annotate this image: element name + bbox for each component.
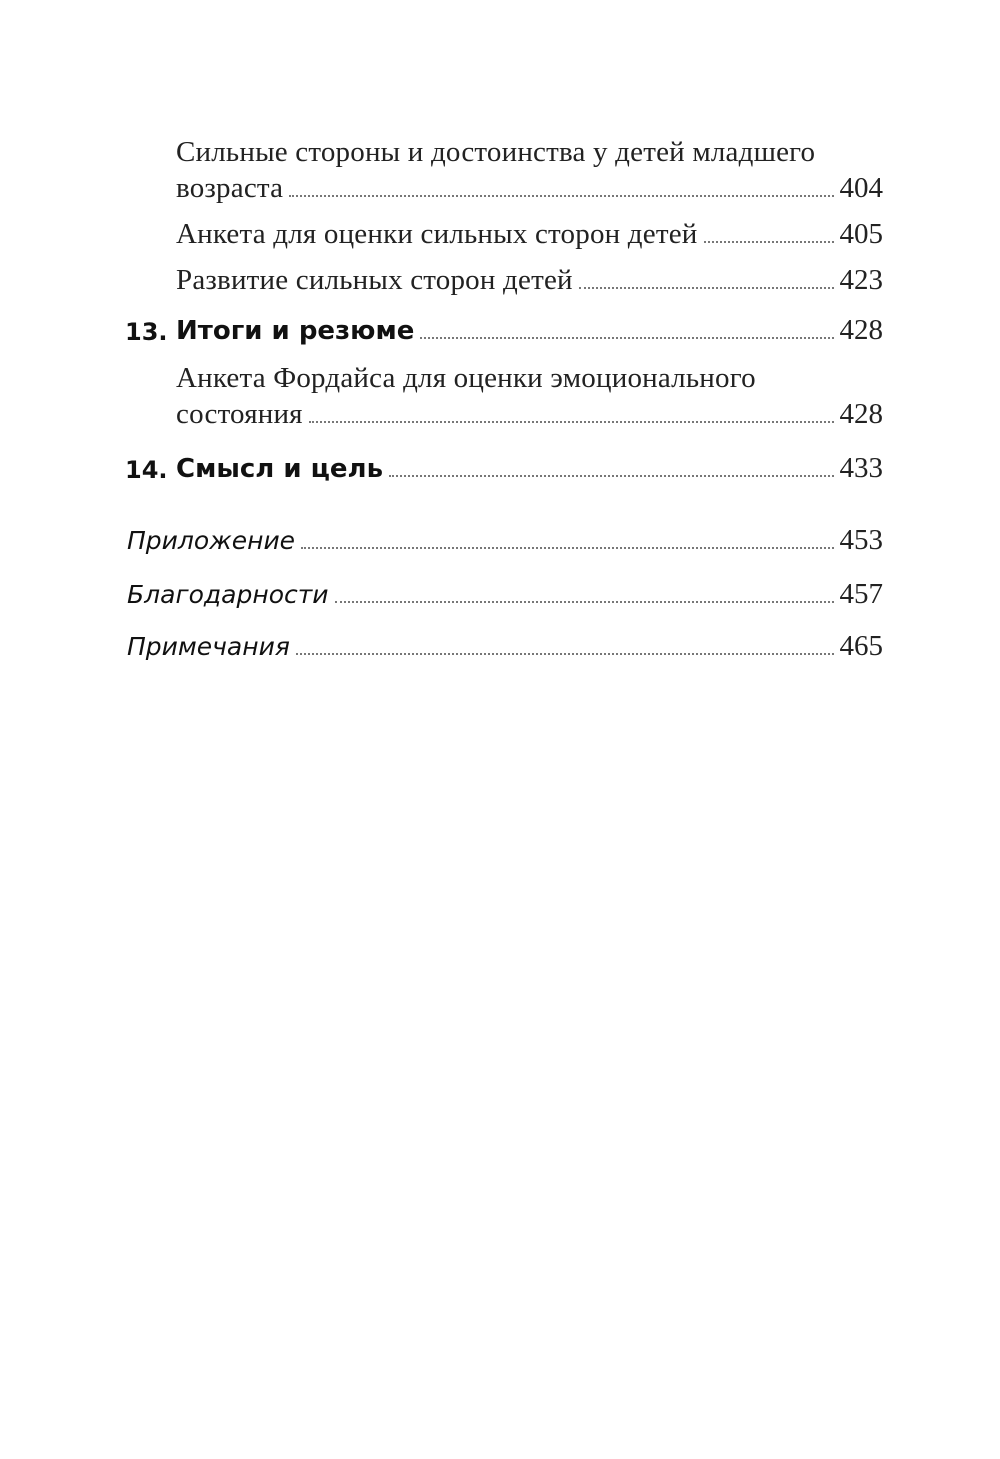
toc-backmatter-row	[127, 578, 883, 611]
toc-backmatter-row	[127, 630, 883, 663]
toc-backmatter-title: Приложение	[127, 526, 296, 555]
toc-entry-title-line2: состояния	[176, 398, 303, 430]
toc-backmatter-title: Благодарности	[127, 580, 329, 609]
toc-backmatter-row	[127, 524, 883, 557]
toc-chapter-title: Итоги и резюме	[176, 316, 415, 346]
toc-page-number: 428	[839, 398, 883, 430]
toc-entry-title-line1: Сильные стороны и достоинства у детей младшего	[176, 136, 816, 168]
toc-page-number: 453	[839, 524, 883, 556]
toc-entry-row	[176, 264, 883, 297]
toc-entry-row	[176, 398, 883, 431]
dot-leader	[335, 601, 834, 603]
toc-backmatter-title: Примечания	[127, 632, 290, 661]
dot-leader	[289, 195, 833, 197]
toc-entry-title-line2: возраста	[176, 172, 284, 204]
toc-chapter-row	[176, 452, 883, 485]
toc-page-number: 428	[839, 314, 883, 346]
toc-page-number: 423	[839, 264, 883, 296]
dot-leader	[296, 653, 834, 655]
toc-chapter-number: 13.	[125, 318, 168, 346]
toc-page-number: 404	[839, 172, 883, 204]
dot-leader	[309, 421, 834, 423]
dot-leader	[579, 287, 834, 289]
toc-chapter-number: 14.	[125, 456, 168, 484]
toc-page-number: 405	[839, 218, 883, 250]
dot-leader	[420, 337, 833, 339]
toc-entry-title: Анкета для оценки сильных сторон детей	[176, 218, 698, 250]
toc-entry-title: Развитие сильных сторон детей	[176, 264, 573, 296]
dot-leader	[301, 547, 833, 549]
toc-entry-title-line1: Анкета Фордайса для оценки эмоционального	[176, 362, 756, 394]
toc-chapter-title: Смысл и цель	[176, 454, 384, 484]
dot-leader	[704, 241, 834, 243]
toc-chapter-row	[176, 314, 883, 347]
toc-page-number: 433	[839, 452, 883, 484]
toc-entry-row	[176, 218, 883, 251]
toc-page-number: 457	[839, 578, 883, 610]
dot-leader	[389, 475, 833, 477]
toc-page-number: 465	[839, 630, 883, 662]
toc-entry-row	[176, 172, 883, 205]
